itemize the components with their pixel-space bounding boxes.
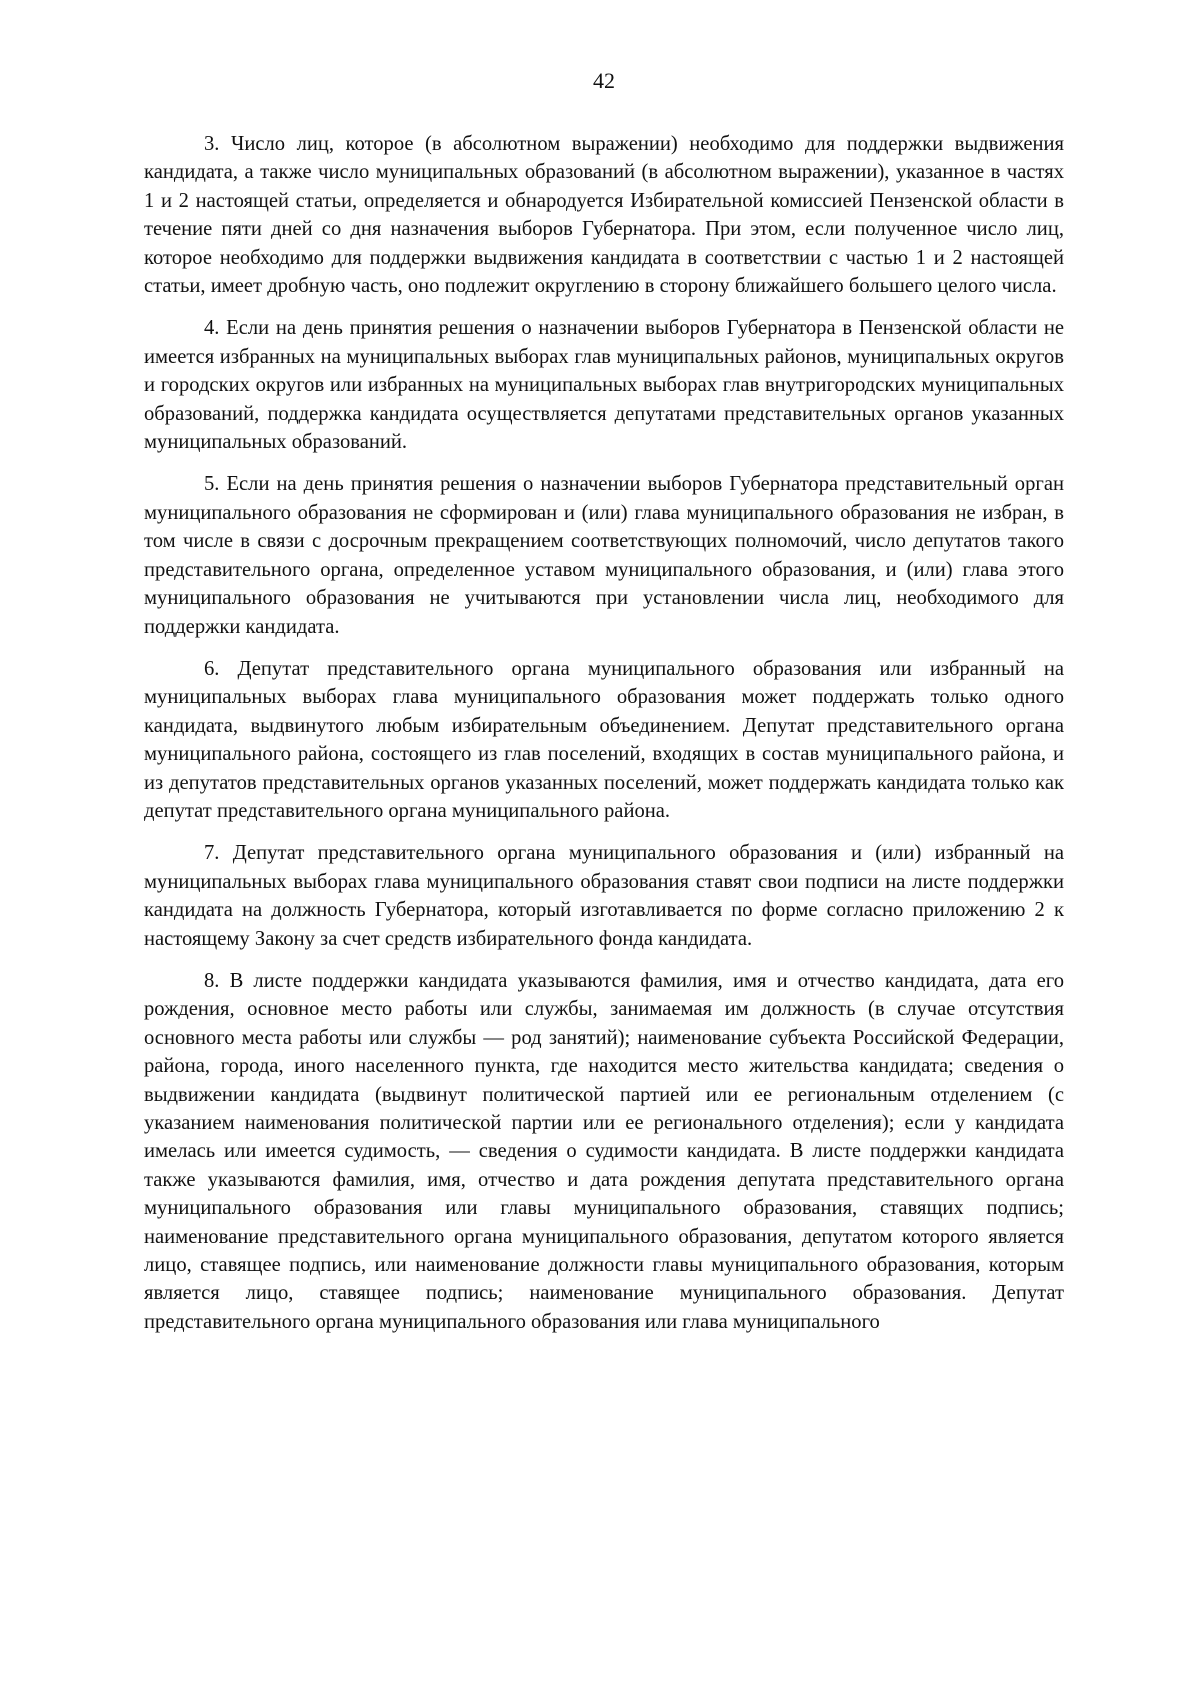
paragraph-6: 6. Депутат представительного органа муниципального образования или избранный на муниципальных выборах глава муниципального образования может поддержать только одного кандидата, выдвинутого любым избирательным объединением. Депутат представительного органа муниципального района, состоящего из глав поселений, входящих в состав муниципального района, и из депутатов представительных органов указанных поселений, может поддержать кандидата только как депутат представительного органа муниципального района. [144,657,1064,822]
paragraph-5: 5. Если на день принятия решения о назначении выборов Губернатора представительный орган муниципального образования не сформирован и (или) глава муниципального образования не избран, в том числе в связи с досрочным прекращением соответствующих полномочий, число депутатов такого представительного органа, определенное уставом муниципального образования, и (или) глава этого муниципального образования не учитываются при установлении числа лиц, необходимого для поддержки кандидата. [144,473,1064,638]
paragraph-3: 3. Число лиц, которое (в абсолютном выражении) необходимо для поддержки выдвижения кандидата, а также число муниципальных образований (в абсолютном выражении), указанное в частях 1 и 2 настоящей статьи, определяется и обнародуется Избирательной комиссией Пензенской области в течение пяти дней со дня назначения выборов Губернатора. При этом, если полученное число лиц, которое необходимо для поддержки выдвижения кандидата в соответствии с частью 1 и 2 настоящей статьи, имеет дробную часть, оно подлежит округлению в сторону ближайшего большего целого числа. [144,133,1064,298]
paragraph-4: 4. Если на день принятия решения о назначении выборов Губернатора в Пензенской области не имеется избранных на муниципальных выборах глав муниципальных районов, муниципальных округов и городских округов или избранных на муниципальных выборах глав внутригородских муниципальных образований, поддержка кандидата осуществляется депутатами представительных органов указанных муниципальных образований. [144,317,1064,454]
paragraph-7: 7. Депутат представительного органа муниципального образования и (или) избранный на муниципальных выборах глава муниципального образования ставят свои подписи на листе поддержки кандидата на должность Губернатора, который изготавливается по форме согласно приложению 2 к настоящему Закону за счет средств избирательного фонда кандидата. [144,842,1064,950]
page-number: 42 [593,68,615,93]
paragraph-8: 8. В листе поддержки кандидата указываются фамилия, имя и отчество кандидата, дата его рождения, основное место работы или службы, занимаемая им должность (в случае отсутствия основного места работы или службы — род занятий); наименование субъекта Российской Федерации, района, города, иного населенного пункта, где находится место жительства кандидата; сведения о выдвижении кандидата (выдвинут политической партией или ее региональным отделением (с указанием наименования политической партии или ее регионального отделения); если у кандидата имелась или имеется судимость, — сведения о судимости кандидата. В листе поддержки кандидата также указываются фамилия, имя, отчество и дата рождения депутата представительного органа муниципального образования или главы муниципального образования, ставящих подпись; наименование представительного органа муниципального образования, депутатом которого является лицо, ставящее подпись, или наименование должности главы муниципального образования, которым является лицо, ставящее подпись; наименование муниципального образования. Депутат представительного органа муниципального образования или глава муниципального [144,969,1064,1333]
